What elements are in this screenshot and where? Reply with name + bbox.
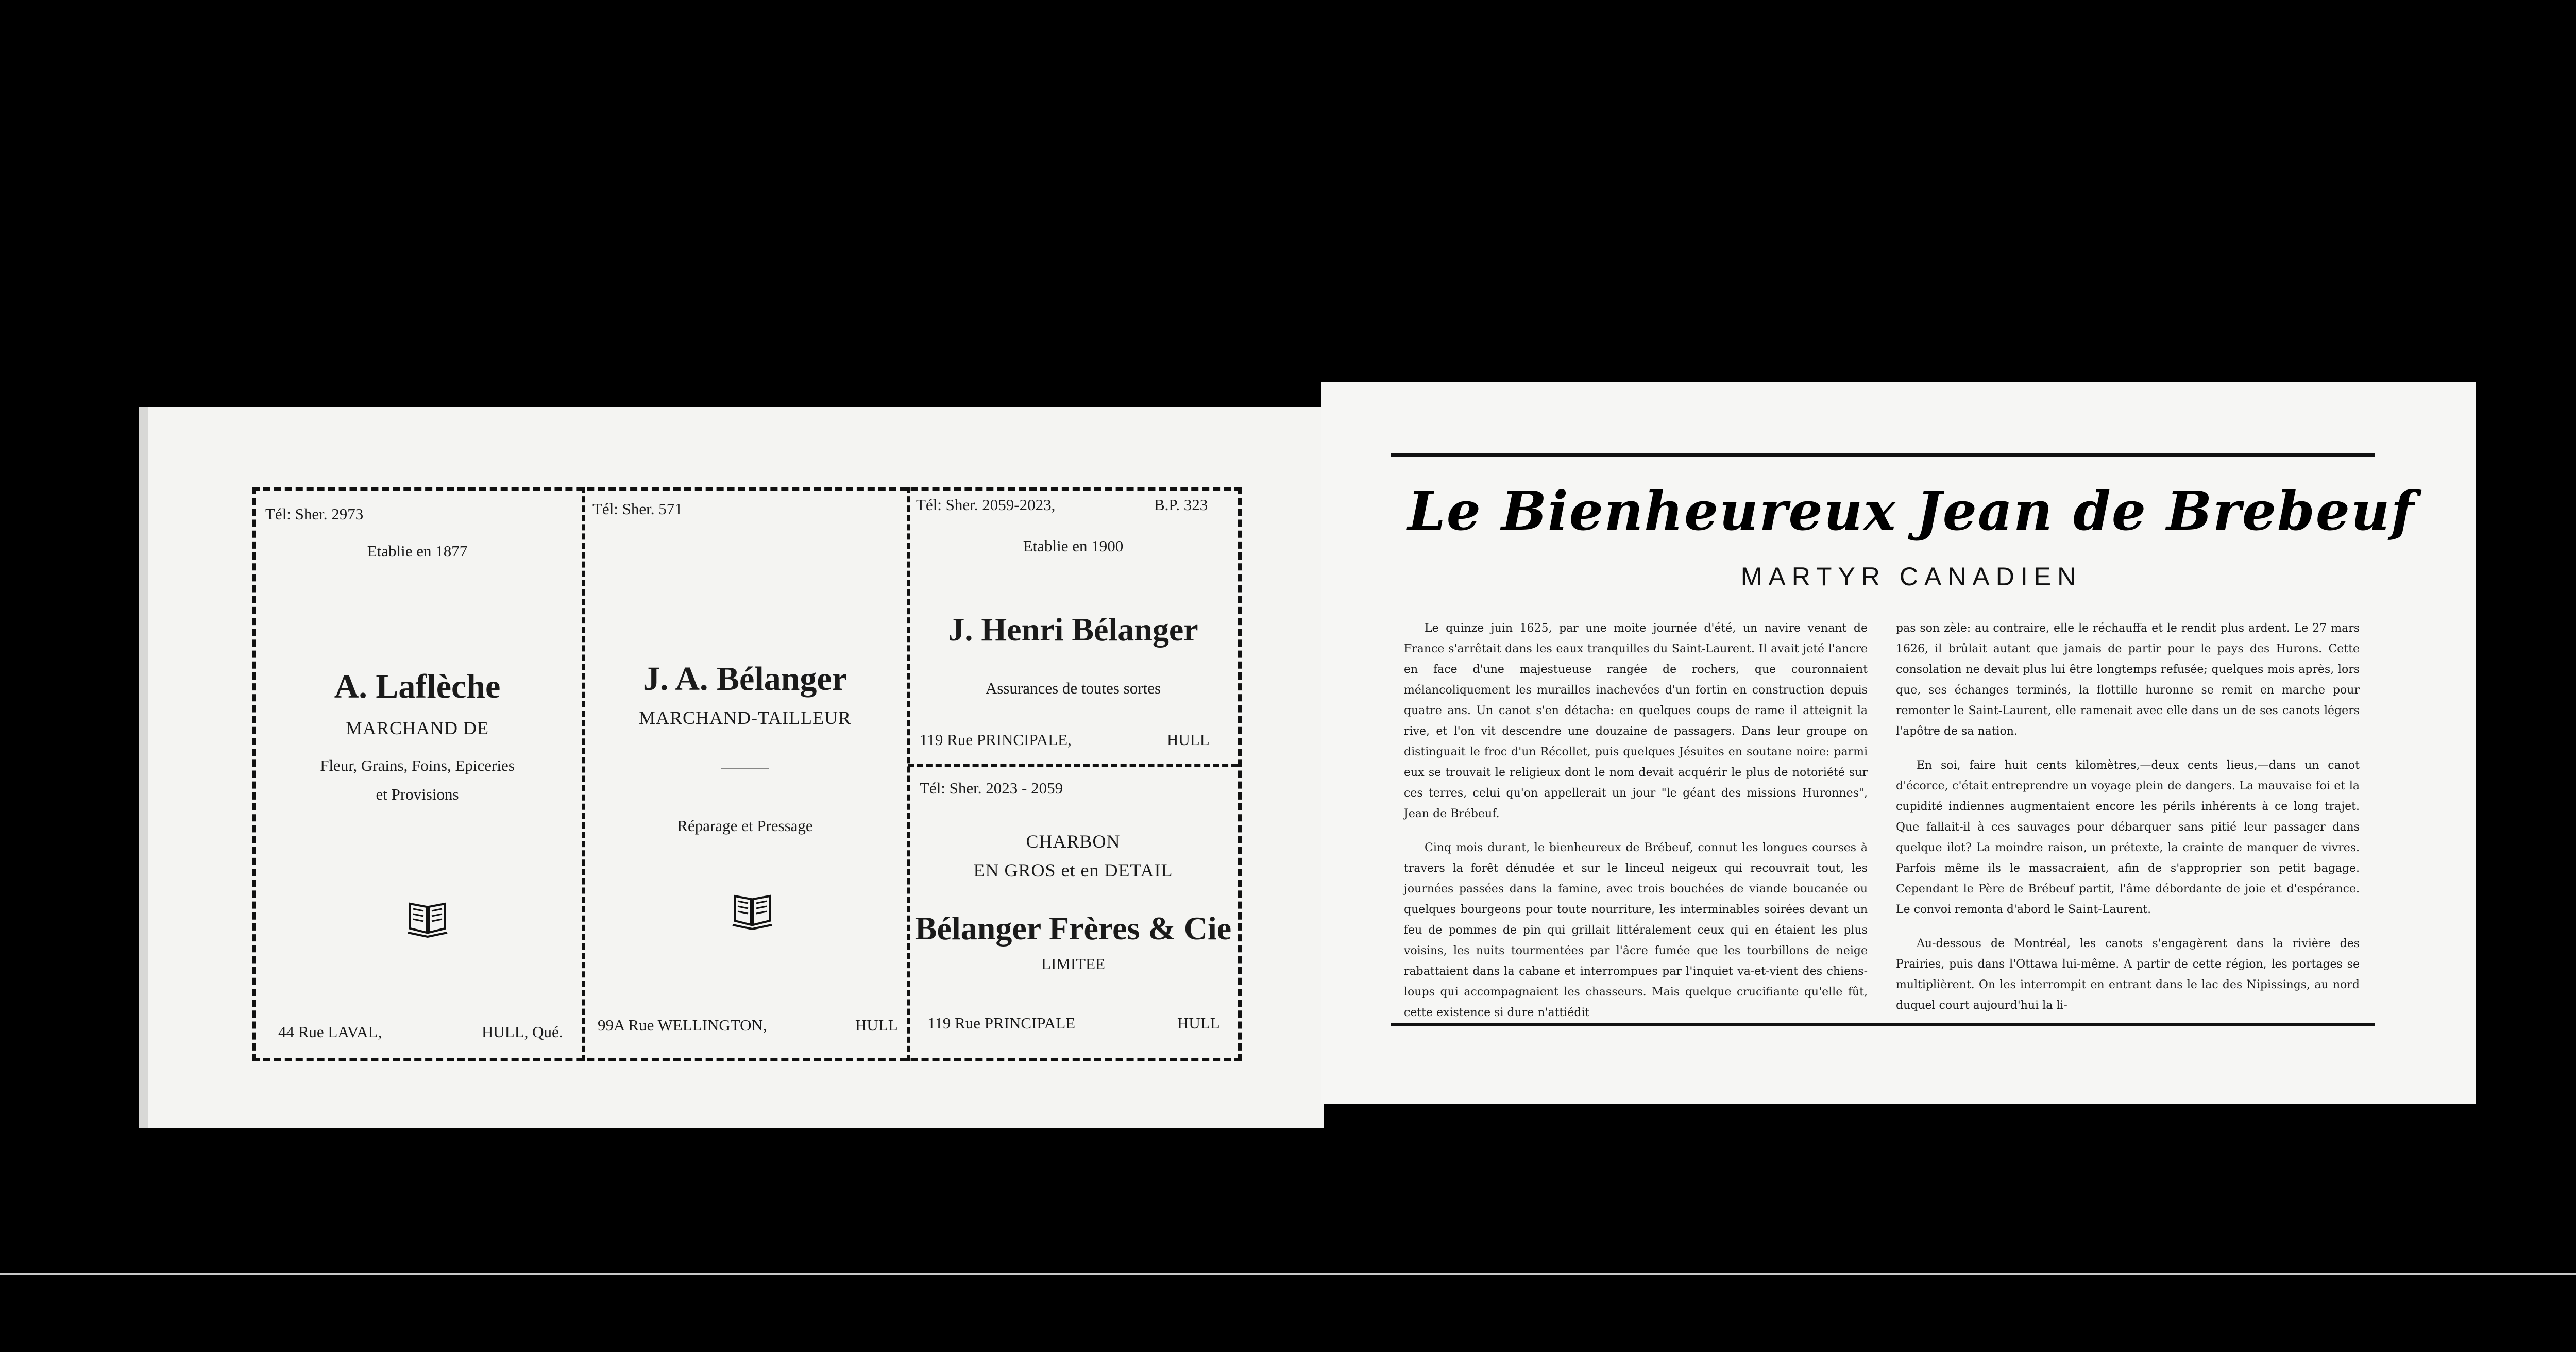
ad-address: 119 Rue PRINCIPALE, [920,731,1072,749]
book-icon [732,889,773,930]
ad-service: Réparage et Pressage [677,817,813,835]
ad-business-name: J. A. Bélanger [643,660,847,698]
ad-established: Etablie en 1877 [367,542,468,560]
ad-separator: ——— [721,757,769,775]
ad-address: 119 Rue PRINCIPALE [927,1014,1076,1032]
ad-address: 44 Rue LAVAL, [278,1023,382,1041]
ad-business-name: A. Laflèche [334,668,501,705]
article-paragraph: Au-dessous de Montréal, les canots s'engagèrent dans la rivière des Prairies, puis dans l'Ottawa lui-même. A partir de cette région, les portages se multiplièrent. On les interrompit en entrant dans le lac des Nipissings, au nord duquel court aujourd'hui la li- [1896,937,2360,1012]
ad-post-box: B.P. 323 [1154,496,1208,514]
ad-city: HULL [855,1016,898,1034]
ad-suffix: LIMITEE [1041,955,1105,973]
article-column-right [1896,618,2360,1029]
ad-divider [908,764,1238,767]
ad-city: HULL [1177,1014,1220,1032]
column-divider [907,487,910,1061]
ad-goods: et Provisions [376,785,459,803]
ad-business-name: J. Henri Bélanger [948,611,1198,648]
ad-established: Etablie en 1900 [1023,537,1124,555]
article-column-left [1404,618,1868,1037]
scanner-edge-line [0,1273,2576,1275]
ad-city: HULL, Qué. [482,1023,563,1041]
ad-phone: Tél: Sher. 2973 [265,505,364,523]
bottom-rule [1391,1023,2375,1026]
ad-city: HULL [1167,731,1210,749]
ad-phone: Tél: Sher. 2059-2023, [916,496,1056,514]
article-subtitle: MARTYR CANADIEN [1740,562,2082,591]
article-paragraph: Cinq mois durant, le bienheureux de Brébeuf, connut les longues courses à travers la forêt dénudée et sur le linceul neigeux qui recouvrait tout, les journées passées dans la famine, avec trois bouchées de viande boucanée ou quelques bourgeons pour toute nourriture, les interminables soirées devant un feu de pommes de pin qui grillait littéralement ceux qui en étaient les plus voisins, les nuits tourmentées par l'âcre fumée que les tourbillons de neige rabattaient dans la cabane et interrompues par l'inquiet va-et-vient des chiens-loups qui accompagnaient les chasseurs. Mais quelque crucifiante qu'elle fût, cette existence si dure n'attiédit [1404,841,1868,1019]
ad-trade: EN GROS et en DETAIL [973,860,1173,881]
ad-trade: CHARBON [1026,831,1121,852]
article-paragraph: Le quinze juin 1625, par une moite journée d'été, un navire venant de France s'arrêtait dans les eaux tranquilles du Saint-Laurent. Il avait jeté l'ancre en face d'une majestueuse rangée de rochers, que couronnaient mélancoliquement les murailles inachevées d'un fortin en construction depuis quatre ans. Un canot s'en détacha: en quelques coups de rame il atteignit la rive, et l'on vit descendre une douzaine de passagers. Dans leur groupe on distinguait le froc d'un Récollet, puis quelques Jésuites en soutane noire: parmi eux se trouvait le religieux dont le nom devait acquérir le plus de notoriété sur ces terres, celui qu'on appellerait un jour "le géant des missions Huronnes", Jean de Brébeuf. [1404,622,1868,820]
ad-business-name: Bélanger Frères & Cie [914,910,1232,947]
top-rule [1391,453,2375,457]
ad-address: 99A Rue WELLINGTON, [598,1016,767,1034]
ad-trade: Assurances de toutes sortes [985,679,1161,697]
article-title: Le Bienheureux Jean de Brebeuf [1408,479,2415,543]
ad-trade: MARCHAND-TAILLEUR [638,707,852,728]
ad-phone: Tél: Sher. 571 [592,500,683,518]
book-icon [407,897,448,938]
ad-trade: MARCHAND DE [345,718,489,738]
ad-goods: Fleur, Grains, Foins, Epiceries [320,756,515,774]
article-paragraph: pas son zèle: au contraire, elle le réchauffa et le rendit plus ardent. Le 27 mars 1626, il brûlait autant que jamais de partir pour le pays des Hurons. Cette consolation ne devait plus lui être longtemps refusée; quelques mois après, lors que, ses échanges terminés, la flottille huronne se remit en marche pour remonter le Saint-Laurent, elle ramenait avec elle dans un de ses canots légers l'apôtre de sa nation. [1896,622,2360,738]
ad-phone: Tél: Sher. 2023 - 2059 [920,779,1063,797]
article-paragraph: En soi, faire huit cents kilomètres,—deux cents lieus,—dans un canot d'écorce, c'était entreprendre un voyage plein de dangers. La mauvaise foi et la cupidité indiennes augmentaient encore les périls inhérents à ce long trajet. Que fallait-il à ces sauvages pour débarquer sans pitié leur passager dans quelque ilot? La moindre raison, un prétexte, la crainte de manquer de vivres. Parfois même ils le massacraient, afin de s'approprier son petit bagage. Cependant le Père de Brébeuf partit, l'âme débordante de joie et d'espérance. Le convoi remonta d'abord le Saint-Laurent. [1896,759,2360,916]
